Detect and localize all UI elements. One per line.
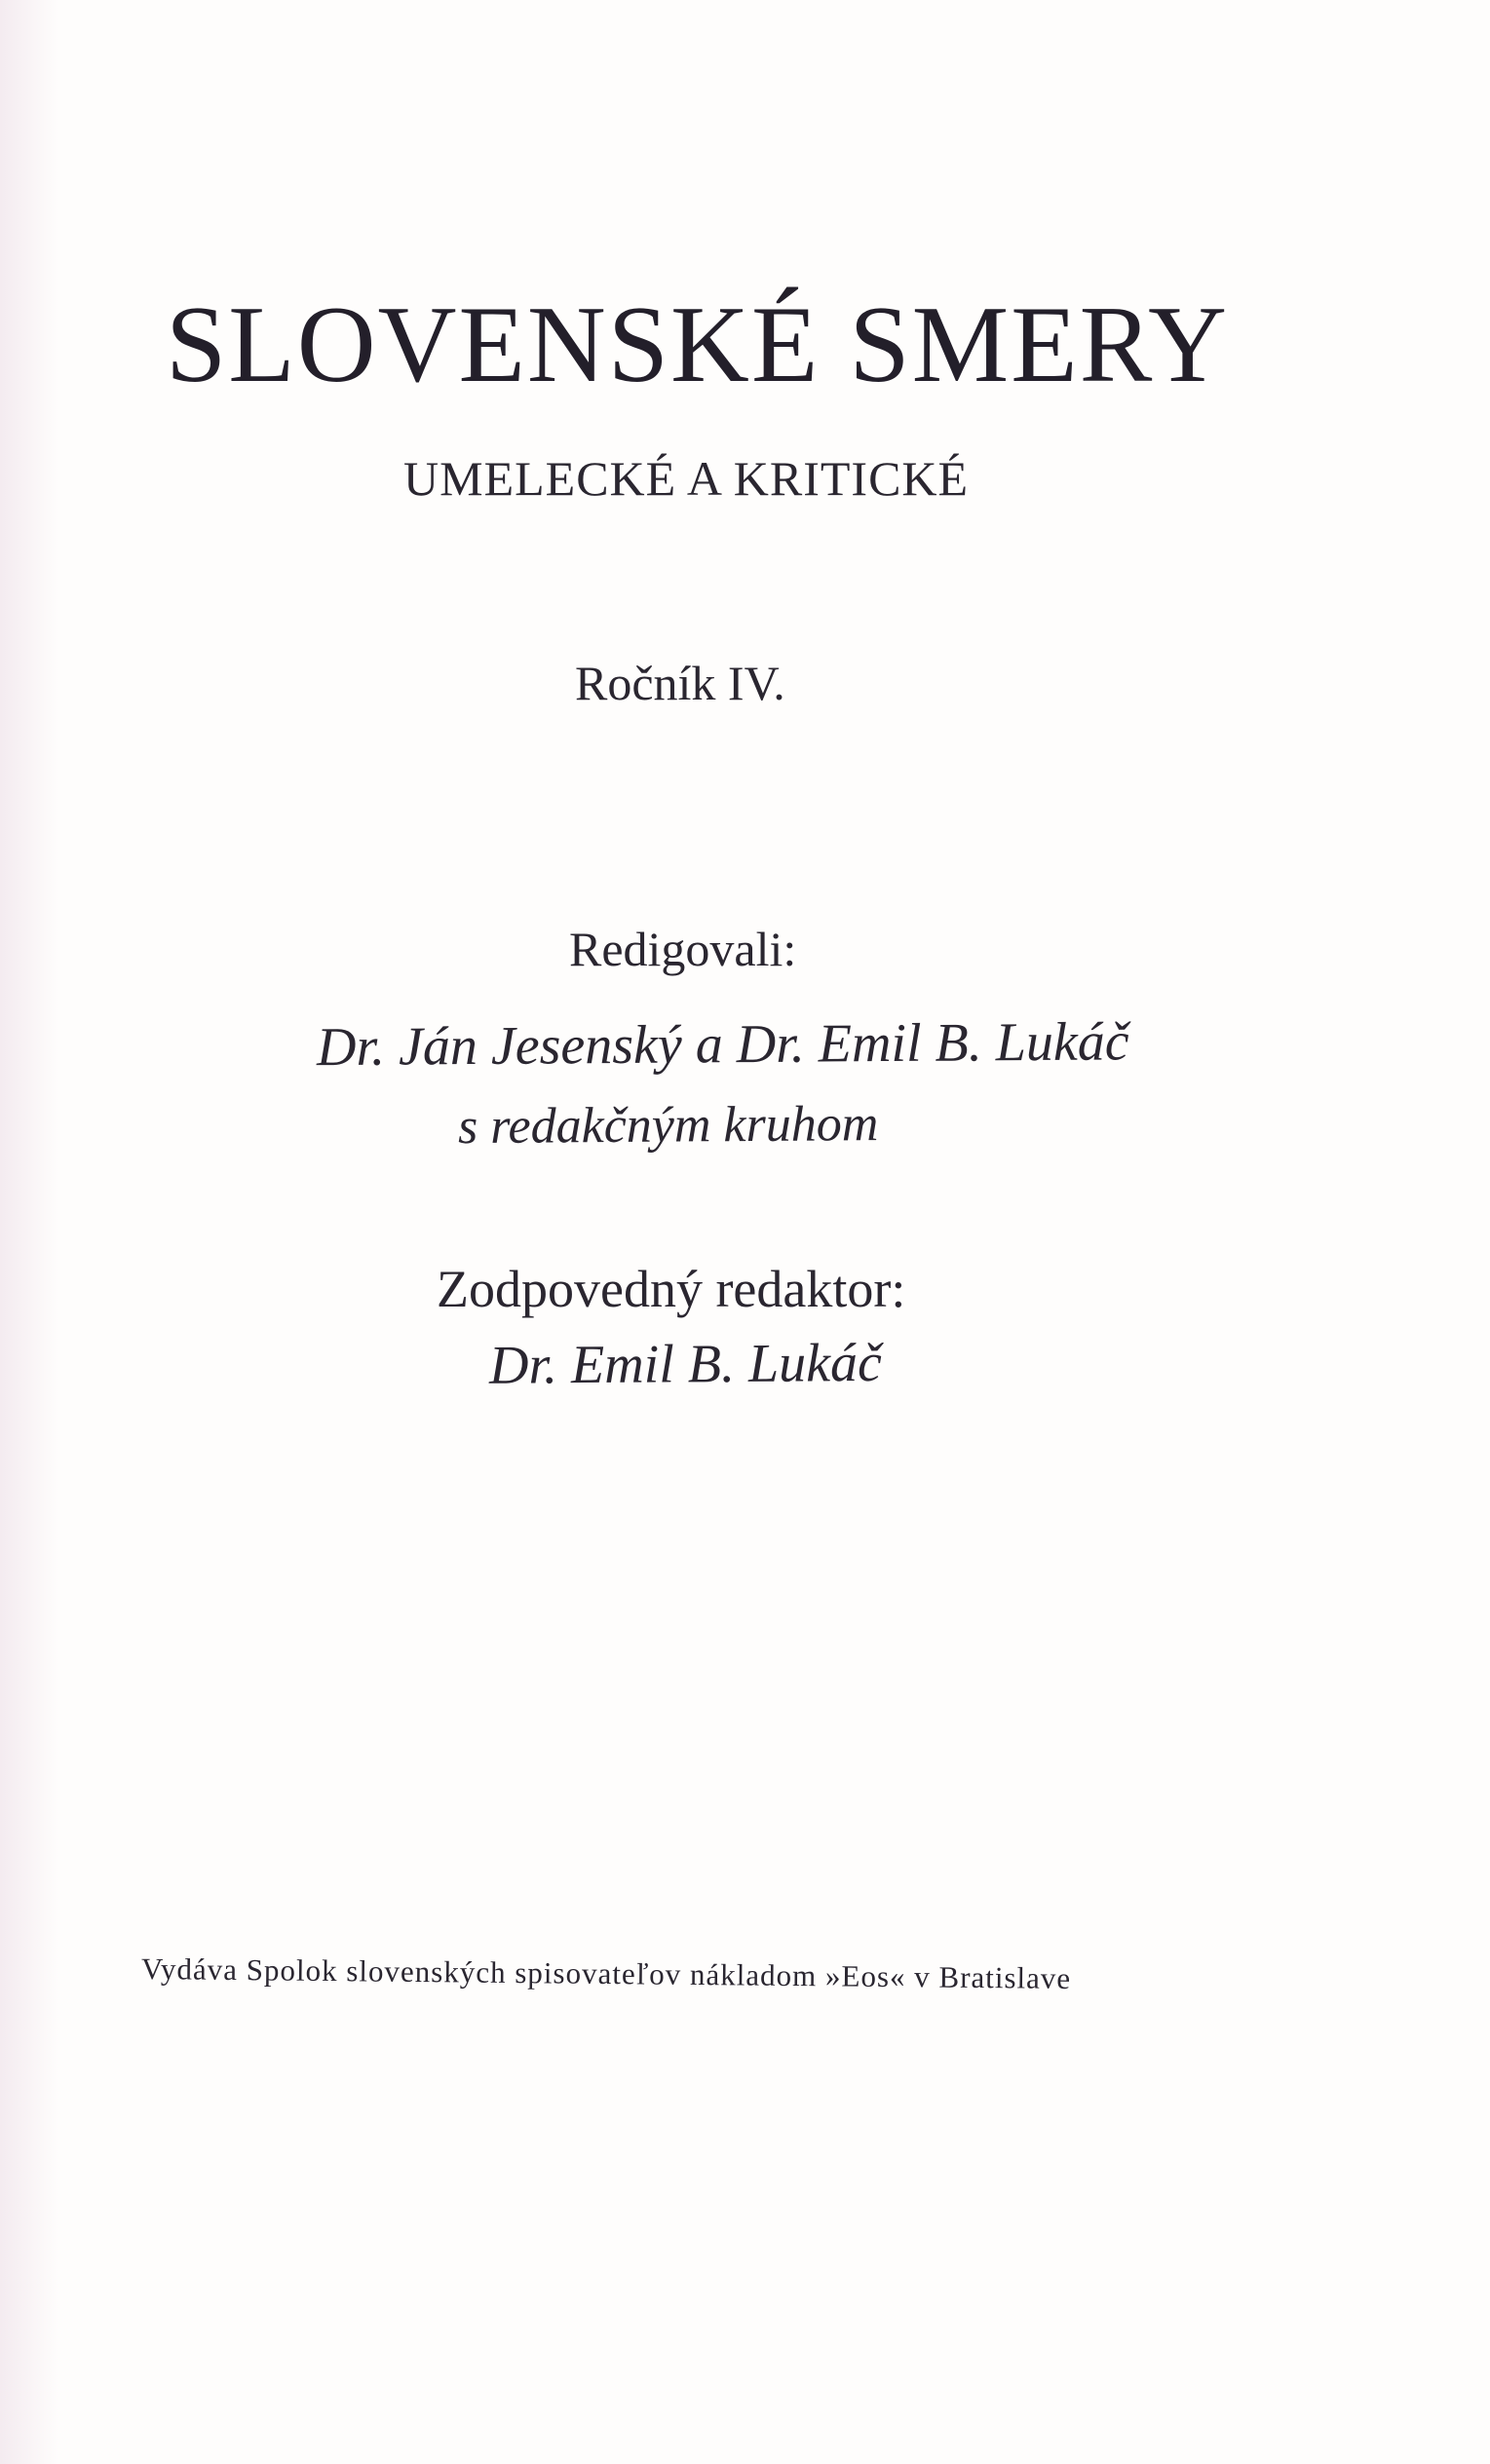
journal-title: SLOVENSKÉ SMERY bbox=[166, 284, 1230, 405]
edited-by-label: Redigovali: bbox=[569, 922, 797, 976]
editors-names: Dr. Ján Jesenský a Dr. Emil B. Lukáč bbox=[316, 1011, 1129, 1079]
volume-number: Ročník IV. bbox=[575, 656, 785, 710]
responsible-editor-name: Dr. Emil B. Lukáč bbox=[488, 1332, 883, 1396]
responsible-editor-label: Zodpovedný redaktor: bbox=[437, 1260, 906, 1318]
publisher-line: Vydáva Spolok slovenských spisovateľov nákladom »Eos« v Bratislave bbox=[140, 1952, 1072, 1995]
editorial-circle: s redakčným kruhom bbox=[457, 1096, 879, 1156]
page-edge-tint bbox=[0, 0, 58, 2464]
journal-subtitle: UMELECKÉ A KRITICKÉ bbox=[403, 451, 970, 506]
